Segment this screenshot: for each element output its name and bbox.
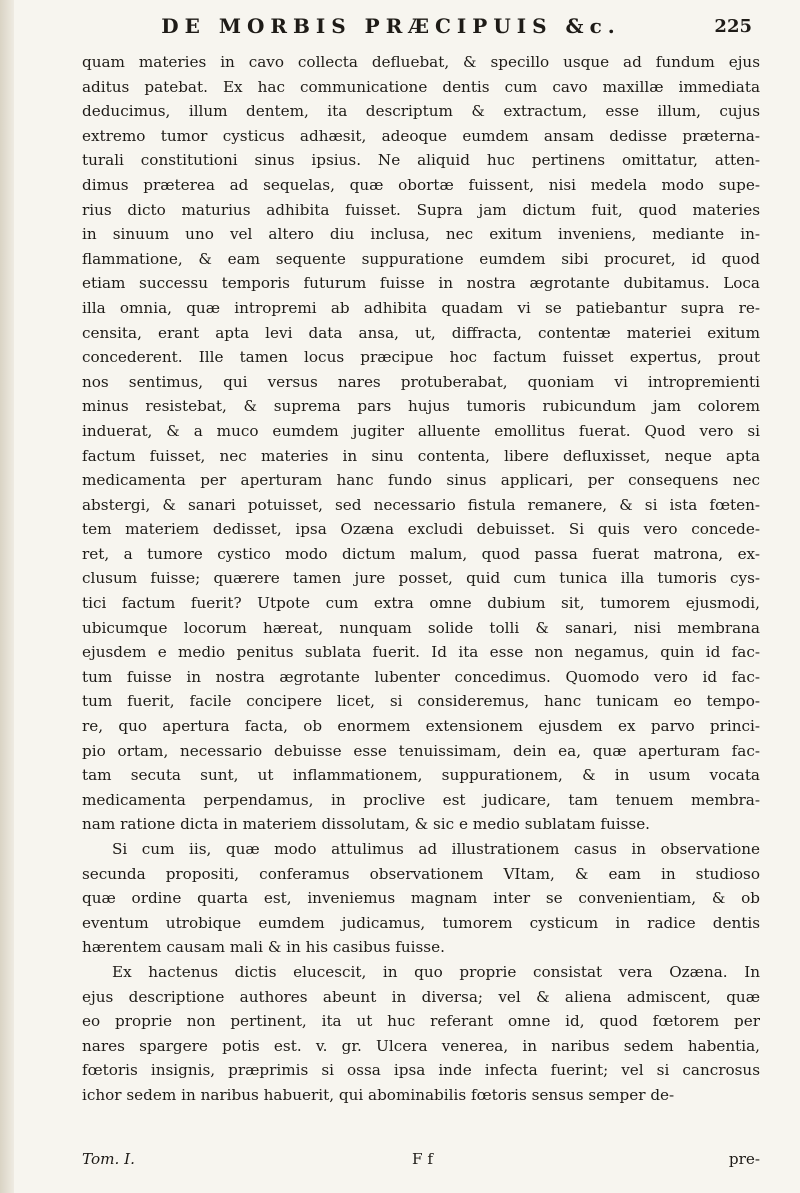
text-line: minus resistebat, & suprema pars hujus tumoris rubicundum jam colorem (82, 397, 760, 416)
text-line: tum fuerit, facile concipere licet, si consideremus, hanc tunicam eo tempo- (82, 692, 760, 711)
text-line: in sinuum uno vel altero diu inclusa, nec exitum inveniens, mediante in- (82, 225, 760, 244)
text-line: tem materiem dedisset, ipsa Ozæna excludi debuisset. Si quis vero concede- (82, 520, 760, 539)
text-line: medicamenta per aperturam hanc fundo sinus applicari, per consequens nec (82, 471, 760, 490)
page-footer (82, 1150, 760, 1174)
page-number: 225 (714, 16, 752, 37)
sheet-signature-mark: F f (412, 1150, 433, 1168)
text-line: abstergi, & sanari potuisset, sed necessario fistula remanere, & si ista fœten- (82, 495, 760, 514)
text-line: deducimus, illum dentem, ita descriptum & extractum, esse illum, cujus (82, 102, 760, 121)
text-line: extremo tumor cysticus adhæsit, adeoque eumdem ansam dedisse præterna- (82, 126, 760, 145)
text-line: flammatione, & eam sequente suppuratione eumdem sibi procuret, id quod (82, 249, 760, 268)
text-line: eventum utrobique eumdem judicamus, tumorem cysticum in radice dentis (82, 913, 760, 932)
text-line: ubicumque locorum hæreat, nunquam solide tolli & sanari, nisi membrana (82, 618, 760, 637)
text-line: nares spargere potis est. v. gr. Ulcera venerea, in naribus sedem habentia, (82, 1036, 760, 1055)
text-line: turali constitutioni sinus ipsius. Ne aliquid huc pertinens omittatur, atten- (82, 151, 760, 170)
text-line: ejus descriptione authores abeunt in diversa; vel & aliena admiscent, quæ (82, 987, 760, 1006)
text-line: Ex hactenus dictis elucescit, in quo proprie consistat vera Ozæna. In (112, 962, 760, 981)
text-line: re, quo apertura facta, ob enormem extensionem ejusdem ex parvo princi- (82, 717, 760, 736)
text-line: fœtoris insignis, præprimis si ossa ipsa inde infecta fuerint; vel si cancrosus (82, 1061, 760, 1080)
text-line: ret, a tumore cystico modo dictum malum, quod passa fuerat matrona, ex- (82, 544, 760, 563)
text-line: concederent. Ille tamen locus præcipue hoc factum fuisset expertus, prout (82, 348, 760, 367)
volume-signature: Tom. I. (82, 1150, 135, 1168)
text-line: ejusdem e medio penitus sublata fuerit. Id ita esse non negamus, quin id fac- (82, 643, 760, 662)
text-line: medicamenta perpendamus, in proclive est judicare, tam tenuem membra- (82, 790, 760, 809)
text-line: Si cum iis, quæ modo attulimus ad illustrationem casus in observatione (112, 840, 760, 858)
body-text (82, 50, 760, 1108)
page-binding-shadow (0, 0, 14, 1193)
text-line: illa omnia, quæ intropremi ab adhibita quadam vi se patiebantur supra re- (82, 298, 760, 317)
text-line: tici factum fuerit? Utpote cum extra omne dubium sit, tumorem ejusmodi, (82, 594, 760, 613)
text-line: dimus præterea ad sequelas, quæ obortæ fuissent, nisi medela modo supe- (82, 175, 760, 194)
text-line: rius dicto maturius adhibita fuisset. Supra jam dictum fuit, quod materies (82, 200, 760, 219)
text-line: nos sentimus, qui versus nares protuberabat, quoniam vi intropremienti (82, 372, 760, 391)
text-line: factum fuisset, nec materies in sinu contenta, libere defluxisset, neque apta (82, 446, 760, 465)
text-line: tam secuta sunt, ut inflammationem, suppurationem, & in usum vocata (82, 766, 760, 785)
text-line: tum fuisse in nostra ægrotante lubenter concedimus. Quomodo vero id fac- (82, 667, 760, 686)
text-line: quam materies in cavo collecta defluebat, & specillo usque ad fundum ejus (82, 53, 760, 71)
text-line: eo proprie non pertinent, ita ut huc referant omne id, quod fœtorem per (82, 1012, 760, 1031)
text-line: nam ratione dicta in materiem dissolutam, & sic e medio sublatam fuisse. (82, 815, 651, 834)
text-line: hærentem causam mali & in his casibus fuisse. (82, 938, 445, 957)
text-line: ichor sedem in naribus habuerit, qui abominabilis fœtoris sensus semper de- (82, 1085, 675, 1104)
text-line: secunda propositi, conferamus observationem VItam, & eam in studioso (82, 864, 760, 883)
text-line: clusum fuisse; quærere tamen jure posset, quid cum tunica illa tumoris cys- (82, 569, 760, 588)
text-line: censita, erant apta levi data ansa, ut, diffracta, contentæ materiei exitum (82, 323, 760, 342)
text-line: induerat, & a muco eumdem jugiter alluente emollitus fuerat. Quod vero si (82, 421, 760, 440)
text-line: quæ ordine quarta est, inveniemus magnam inter se convenientiam, & ob (82, 889, 760, 908)
page-header (100, 14, 752, 50)
catchword: pre- (728, 1150, 760, 1168)
text-line: etiam successu temporis futurum fuisse in nostra ægrotante dubitamus. Loca (82, 274, 760, 293)
text-line: pio ortam, necessario debuisse esse tenuissimam, dein ea, quæ aperturam fac- (82, 741, 760, 760)
running-title: DE MORBIS PRÆCIPUIS &c. (161, 14, 621, 38)
text-line: aditus patebat. Ex hac communicatione dentis cum cavo maxillæ immediata (82, 77, 760, 96)
